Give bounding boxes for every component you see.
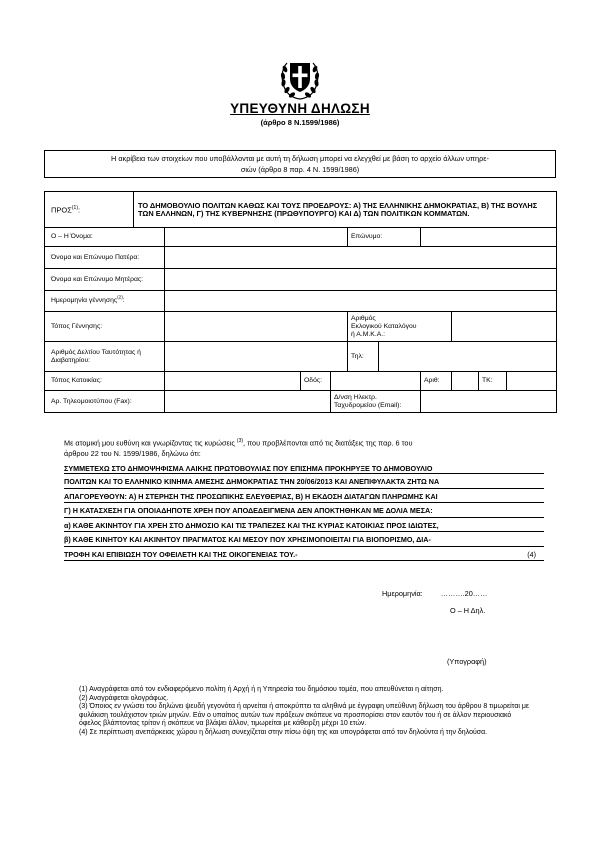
recipient-footnote-ref: (1) <box>71 205 79 212</box>
footnote-1: (1) Αναγράφεται από τον ενδιαφερόμενο πολίτη ή Αρχή ή η Υπηρεσία του δημόσιου τομέα, που απευθύνεται η αίτηση. <box>79 686 444 693</box>
id-label-line-1: Αριθμός Δελτίου Ταυτότητας ή <box>51 348 141 356</box>
number-label: Αριθ: <box>421 372 452 391</box>
birthplace-label: Τόπος Γέννησης: <box>45 312 165 342</box>
email-label-line-2: Ταχυδρομείου (Email): <box>334 401 402 409</box>
declaration-intro-line-2: άρθρου 22 του Ν. 1599/1986, δηλώνω ότι: <box>64 448 201 458</box>
footnote-3: (3) Όποιος εν γνώσει του δηλώνει ψευδή γεγονότα ή αρνείται ή αποκρύπτει τα αληθινά με έγγραφη υπεύθυνη δήλωση του άρθρου 8 τιμωρείται με φυλάκιση τουλάχιστον τριών μηνών. Εάν ο υπαίτιος αυτών των πράξεων σκόπευε να προσπορίσει στον εαυτόν του ή σε άλλον περιουσιακό όφελος βλάπτοντας τρίτον ή σκόπευε να βλάψει άλλον, τιμωρείται με κάθειρξη μέχρι 10 ετών. <box>79 703 530 727</box>
date-value[interactable]: ……….20…… <box>440 589 488 598</box>
first-name-field[interactable] <box>165 228 348 247</box>
declaration-intro <box>64 436 544 459</box>
declaration-intro-a: Με ατομική μου ευθύνη και γνωρίζοντας τις κυρώσεις <box>64 438 237 448</box>
notice-line-1: Η ακρίβεια των στοιχείων που υποβάλλονται με αυτή τη δήλωση μπορεί να ελεγχθεί με βάση το αρχείο άλλων υπηρε- <box>111 154 489 163</box>
mother-name-label: Όνομα και Επώνυμο Μητέρας: <box>45 269 165 291</box>
street-label: Οδός: <box>301 372 331 391</box>
statement-line: ΣΥΜΜΕΤΕΧΩ ΣΤΟ ΔΗΜΟΨΗΦΙΣΜΑ ΛΑΙΚΗΣ ΠΡΩΤΟΒΟΥΛΙΑΣ ΠΟΥ ΕΠΙΣΗΜΑ ΠΡΟΚΗΡΥΞΕ ΤΟ ΔΗΜΟΒΟΥΛΙΟ <box>64 462 544 474</box>
id-number-label <box>45 342 165 372</box>
recipient-label-colon: : <box>78 205 81 215</box>
electoral-number-label <box>348 312 452 342</box>
email-field[interactable] <box>421 391 557 413</box>
statement-line: ΠΟΛΙΤΩΝ ΚΑΙ ΤΟ ΕΛΛΗΝΙΚΟ ΚΙΝΗΜΑ ΑΜΕΣΗΣ ΔΗΜΟΚΡΑΤΙΑΣ ΤΗΝ 20/06/2013 ΚΑΙ ΑΝΕΠΙΦΥΛΑΚΤΑ ΖΗΤΩ ΝΑ <box>64 474 544 489</box>
email-label-line-1: Δ/νση Ηλεκτρ. <box>334 393 377 401</box>
statement-line: Γ) Η ΚΑΤΑΣΧΕΣΗ ΓΙΑ ΟΠΟΙΑΔΗΠΟΤΕ ΧΡΕΗ ΠΟΥ ΑΠΟΔΕΔΕΙΓΜΕΝΑ ΔΕΝ ΑΠΟΚΤΗΘΗΚΑΝ ΜΕ ΔΟΛΙΑ ΜΕΣΑ: <box>64 503 544 518</box>
statement-line-text: ΤΡΟΦΗ ΚΑΙ ΕΠΙΒΙΩΣΗ ΤΟΥ ΟΦΕΙΛΕΤΗ ΚΑΙ ΤΗΣ ΟΙΚΟΓΕΝΕΙΑΣ ΤΟΥ.- <box>64 549 298 559</box>
recipient-value: ΤΟ ΔΗΜΟΒΟΥΛΙΟ ΠΟΛΙΤΩΝ ΚΑΘΩΣ ΚΑΙ ΤΟΥΣ ΠΡΟΕΔΡΟΥΣ: Α) ΤΗΣ ΕΛΛΗΝΙΚΗΣ ΔΗΜΟΚΡΑΤΙΑΣ, Β) ΤΗΣ ΒΟΥΛΗΣ ΤΩΝ ΕΛΛΗΝΩΝ, Γ) ΤΗΣ ΚΥΒΕΡΝΗΣΗΣ (ΠΡΩΘΥΠΟΥΡΓΟ) ΚΑΙ Δ) ΤΩΝ ΠΟΛΙΤΙΚΩΝ ΚΟΜΜΑΤΩΝ. <box>134 192 557 228</box>
phone-field[interactable] <box>379 342 557 372</box>
statement-line: ΑΠΑΓΟΡΕΥΘΟΥΝ: Α) Η ΣΤΕΡΗΣΗ ΤΗΣ ΠΡΟΣΩΠΙΚΗΣ ΕΛΕΥΘΕΡΙΑΣ, Β) Η ΕΚΔΟΣΗ ΔΙΑΤΑΓΩΝ ΠΛΗΡΩΜΗΣ ΚΑΙ <box>64 489 544 504</box>
first-name-label: Ο – Η Όνομα: <box>45 228 165 247</box>
birthdate-label: Ημερομηνία γέννησης <box>51 297 118 304</box>
recipient-label: ΠΡΟΣ <box>51 205 72 215</box>
notice-line-2: σιών (άρθρο 8 παρ. 4 Ν. 1599/1986) <box>240 165 360 174</box>
footnote-4-marker: (4) <box>527 549 536 559</box>
signature-label: (Υπογραφή) <box>447 657 487 666</box>
footnotes <box>79 686 531 737</box>
fax-label: Αρ. Τηλεομοιοτύπου (Fax): <box>45 391 165 413</box>
father-name-field[interactable] <box>165 247 557 269</box>
electoral-label-line-1: Αριθμός <box>351 314 376 322</box>
birthdate-footnote-ref: (2) <box>117 294 123 300</box>
date-line <box>382 589 487 598</box>
postal-code-field[interactable] <box>507 372 557 391</box>
id-number-field[interactable] <box>165 342 348 372</box>
email-label <box>331 391 421 413</box>
document-title: ΥΠΕΥΘΥΝΗ ΔΗΛΩΣΗ <box>230 101 370 116</box>
residence-field[interactable] <box>165 372 301 391</box>
father-name-label: Όνομα και Επώνυμο Πατέρα: <box>45 247 165 269</box>
statement-line: α) ΚΑΘΕ ΑΚΙΝΗΤΟΥ ΓΙΑ ΧΡΕΗ ΣΤΟ ΔΗΜΟΣΙΟ ΚΑΙ ΤΙΣ ΤΡΑΠΕΖΕΣ ΚΑΙ ΤΗΣ ΚΥΡΙΑΣ ΚΑΤΟΙΚΙΑΣ ΠΡΟΣ ΙΔΙΩΤΕΣ, <box>64 518 544 533</box>
recipient-label-cell <box>45 192 134 228</box>
surname-label: Επώνυμο: <box>348 228 421 247</box>
number-field[interactable] <box>452 372 479 391</box>
phone-label: Τηλ: <box>348 342 379 372</box>
birthdate-label-cell <box>45 291 165 312</box>
footnote-2: (2) Αναγράφεται ολογράφως. <box>79 694 169 702</box>
fax-field[interactable] <box>165 391 331 413</box>
statement-line-last <box>64 547 544 562</box>
street-field[interactable] <box>331 372 421 391</box>
footnote-4: (4) Σε περίπτωση ανεπάρκειας χώρου η δήλωση συνεχίζεται στην πίσω όψη της και υπογράφεται από τον δηλούντα ή την δηλούσα. <box>79 728 488 736</box>
declarant-label: Ο – Η Δηλ. <box>450 606 486 615</box>
date-label: Ημερομηνία: <box>382 589 423 598</box>
birthdate-field[interactable] <box>165 291 557 312</box>
greek-coat-of-arms-icon <box>279 55 321 101</box>
birthplace-field[interactable] <box>165 312 348 342</box>
declaration-statement <box>64 462 544 561</box>
birthdate-label-colon: : <box>122 297 125 304</box>
statement-line: β) ΚΑΘΕ ΚΙΝΗΤΟΥ ΚΑΙ ΑΚΙΝΗΤΟΥ ΠΡΑΓΜΑΤΟΣ ΚΑΙ ΜΕΣΟΥ ΠΟΥ ΧΡΗΣΙΜΟΠΟΙΕΙΤΑΙ ΓΙΑ ΒΙΟΠΟΡΙΣΜΟ, ΔΙΑ- <box>64 532 544 547</box>
document-subtitle: (άρθρο 8 Ν.1599/1986) <box>260 118 340 127</box>
electoral-label-line-3: ή Α.Μ.Κ.Α.: <box>351 330 386 338</box>
surname-field[interactable] <box>421 228 557 247</box>
declaration-intro-b: , που προβλέπονται από τις διατάξεις της παρ. 6 του <box>243 438 413 448</box>
residence-label: Τόπος Κατοικίας: <box>45 372 165 391</box>
personal-details-table <box>44 191 557 413</box>
id-label-line-2: Διαβατηρίου: <box>51 356 91 364</box>
postal-code-label: ΤΚ: <box>479 372 507 391</box>
accuracy-notice <box>44 150 556 178</box>
declaration-intro-line-1 <box>64 436 544 449</box>
electoral-label-line-2: Εκλογικού Καταλόγου <box>351 322 417 330</box>
declaration-footnote-ref: (3) <box>236 438 244 444</box>
electoral-number-field[interactable] <box>452 312 557 342</box>
mother-name-field[interactable] <box>165 269 557 291</box>
